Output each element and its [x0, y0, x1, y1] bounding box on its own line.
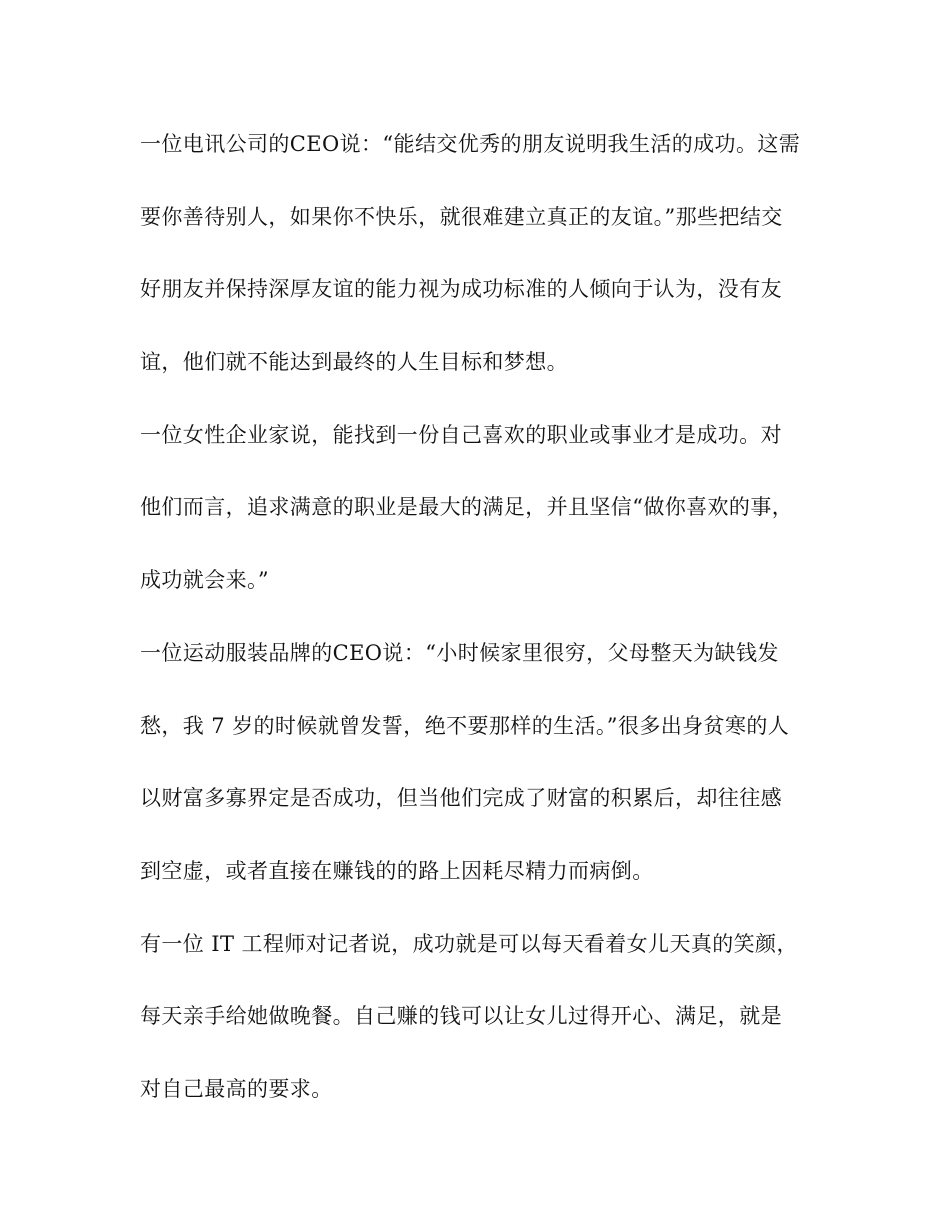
text-line: 愁，我 7 岁的时候就曾发誓，绝不要那样的生活。”很多出身贫寒的人	[140, 713, 790, 738]
text-line: 他们而言，追求满意的职业是最大的满足，并且坚信“做你喜欢的事，	[140, 495, 794, 520]
text-line: 每天亲手给她做晚餐。自己赚的钱可以让女儿过得开心、满足，就是	[140, 1004, 782, 1029]
text-line: 一位电讯公司的CEO说：“能结交优秀的朋友说明我生活的成功。这需	[140, 132, 801, 156]
document-body	[140, 121, 805, 1139]
text-line: 以财富多寡界定是否成功，但当他们完成了财富的积累后，却往往感	[140, 786, 782, 811]
text-line: 到空虚，或者直接在赚钱的的路上因耗尽精力而病倒。	[140, 858, 654, 883]
text-line: 一位运动服装品牌的CEO说：“小时候家里很穷，父母整天为缺钱发	[140, 640, 779, 665]
text-line: 成功就会来。”	[140, 568, 270, 593]
text-line: 有一位 IT 工程师对记者说，成功就是可以每天看着女儿天真的笑颜，	[140, 931, 798, 956]
text-line: 谊，他们就不能达到最终的人生目标和梦想。	[140, 350, 568, 375]
text-line: 一位女性企业家说，能找到一份自己喜欢的职业或事业才是成功。对	[140, 422, 782, 447]
text-line: 好朋友并保持深厚友谊的能力视为成功标准的人倾向于认为，没有友	[140, 277, 782, 302]
text-line: 要你善待别人，如果你不快乐，就很难建立真正的友谊。”那些把结交	[140, 204, 783, 229]
text-line: 对自己最高的要求。	[140, 1076, 333, 1101]
